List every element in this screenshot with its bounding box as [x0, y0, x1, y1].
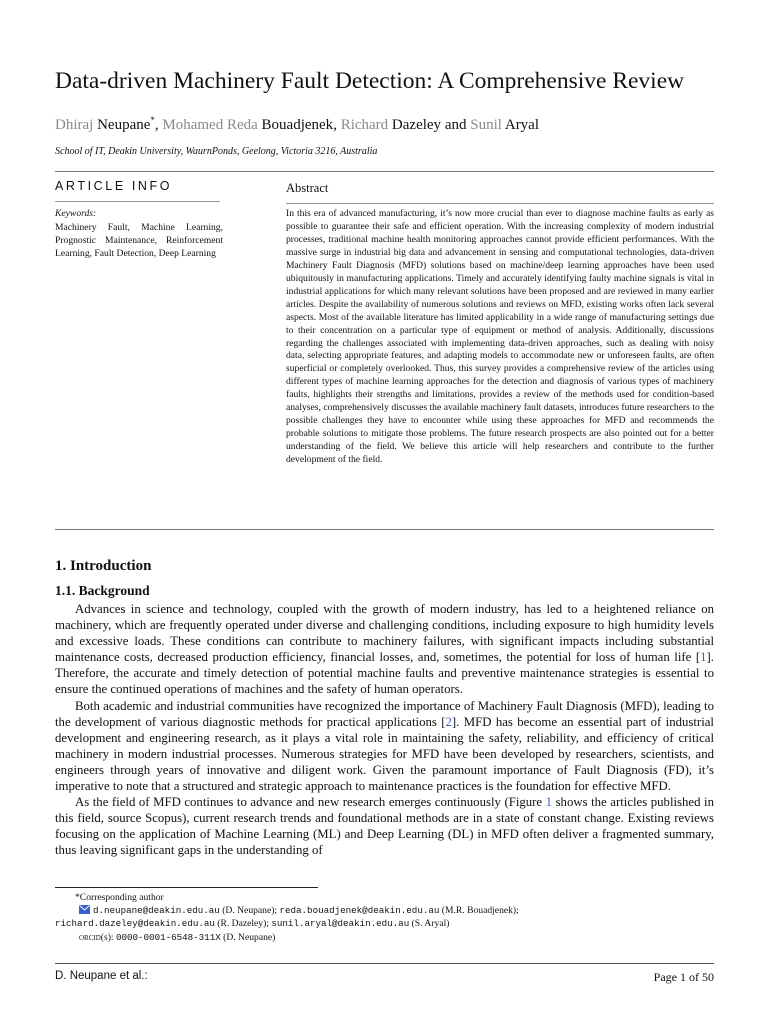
- email-owner: (M.R. Bouadjenek);: [439, 905, 519, 917]
- email-line-1: [55, 904, 735, 917]
- paragraph-3: [55, 794, 714, 858]
- author-1: [55, 117, 155, 133]
- email-link[interactable]: richard.dazeley@deakin.edu.au: [55, 918, 215, 930]
- email-owner: (R. Dazeley);: [214, 918, 272, 930]
- author-first-name: Mohamed Reda: [162, 117, 258, 133]
- article-info-divider: [55, 201, 220, 202]
- header-divider: [55, 171, 714, 172]
- paragraph-text: ]. MFD has become an essential part of industrial development and engineering research, as it plays a vital role in maintaining the safety, reliability, and efficiency of critical machinery in modern industrial processes. Numerous strategies for MFD have been developed by researchers, scientists, and engineers through years of innovative and diligent work. Given the paramount importance of Fault Diagnosis (FD), it’s imperative to note that a structured and strategic approach to maintenance practices is the foundation for effective MFD.: [55, 714, 714, 794]
- footer-divider: [55, 963, 714, 964]
- article-info-heading: ARTICLE INFO: [55, 179, 173, 193]
- paragraph-1: [55, 601, 714, 698]
- author-first-name: Richard: [340, 117, 389, 133]
- figure-link[interactable]: 1: [545, 795, 553, 810]
- section-heading-introduction: 1. Introduction: [55, 558, 152, 574]
- email-owner: (S. Aryal): [409, 918, 450, 930]
- paragraph-text: Both academic and industrial communities have recognized the importance of Machinery Fault Diagnosis (MFD), leading to the development of various diagnostic methods for practical applications [: [55, 698, 714, 729]
- email-link[interactable]: reda.bouadjenek@deakin.edu.au: [279, 905, 440, 917]
- footnote-divider: [55, 887, 318, 888]
- author-separator: and: [441, 117, 471, 133]
- subsection-heading-background: 1.1. Background: [55, 583, 150, 598]
- keywords-label: Keywords:: [55, 208, 97, 219]
- author-3: [341, 117, 441, 133]
- author-separator: ,: [333, 117, 341, 133]
- author-4: [470, 117, 539, 133]
- email-link[interactable]: d.neupane@deakin.edu.au: [93, 905, 220, 917]
- email-line-2: [55, 917, 735, 930]
- citation-link[interactable]: 2: [445, 714, 452, 729]
- footnotes: [55, 891, 735, 944]
- keywords-list: Machinery Fault, Machine Learning, Prognostic Maintenance, Reinforcement Learning, Fault Detection, Deep Learning: [55, 222, 223, 259]
- orcid-line: [55, 931, 735, 944]
- orcid-link[interactable]: 0000-0001-6548-311X: [115, 931, 221, 943]
- keywords-label-text: Keywords: [55, 208, 94, 219]
- abstract-bottom-divider: [55, 529, 714, 530]
- page-number: Page 1 of 50: [653, 970, 714, 984]
- introduction-body: [55, 601, 714, 859]
- paragraph-text: As the field of MFD continues to advance and new research emerges continuously (Figure: [75, 795, 546, 810]
- author-first-name: Sunil: [470, 117, 502, 133]
- orcid-owner: (D. Neupane): [220, 931, 276, 943]
- paragraph-text: ]. Therefore, the accurate and timely detection of potential machine faults and preventive maintenance strategies is essential to ensure the continued operations of machines and the safety of human operators.: [55, 650, 714, 697]
- paragraph-text: Advances in science and technology, coupled with the growth of modern industry, has led to a heightened reliance on machinery, which are frequently operated under diverse and challenging conditions, including exposure to high humidity levels and excessive loads. These conditions can contribute to machinery failures, with significant impacts including substantial maintenance costs, decreased production efficiency, financial losses, and, sometimes, the potential for loss of human life [: [55, 602, 714, 665]
- corresponding-author-note: *Corresponding author: [75, 892, 164, 903]
- paragraph-2: [55, 698, 714, 795]
- running-author: D. Neupane et al.:: [55, 970, 148, 982]
- author-last-name: Aryal: [504, 117, 540, 133]
- author-list: [55, 110, 539, 135]
- email-link[interactable]: sunil.aryal@deakin.edu.au: [271, 918, 410, 930]
- orcid-label: orcid: [79, 931, 101, 943]
- author-separator: ,: [154, 117, 163, 133]
- affiliation: School of IT, Deakin University, WaurnPonds, Geelong, Victoria 3216, Australia: [55, 146, 378, 157]
- author-first-name: Dhiraj: [55, 117, 94, 133]
- author-last-name: Dazeley: [391, 117, 442, 133]
- author-last-name: Bouadjenek: [261, 117, 334, 133]
- abstract-divider: [286, 203, 714, 204]
- abstract-heading: Abstract: [286, 181, 329, 195]
- email-owner: (D. Neupane);: [219, 905, 280, 917]
- paper-title: Data-driven Machinery Fault Detection: A Comprehensive Review: [55, 68, 685, 94]
- abstract-text: In this era of advanced manufacturing, it’s now more crucial than ever to diagnose machine faults as early as possible to guarantee their safe and efficient operation. With the increasing complexity of modern industrial processes, traditional machine health monitoring approaches cannot provide efficient performances. With the massive surge in industrial big data and advancement in sensing and computational technologies, data-driven Machinery Fault Diagnosis (MFD) solutions based on machine/deep learning approaches have been used ubiquitously in manufacturing applications. Timely and accurately identifying faulty machine signals is vital in industrial applications for which many relevant solutions have been proposed and are reviewed in many earlier articles. Despite the availability of numerous solutions and reviews on MFD, existing works often lack several aspects. Most of the available literature has limited applicability in a wide range of manufacturing settings due to their concentration on a particular type of equipment or method of analysis. Additionally, discussions regarding the challenges associated with implementing data-driven approaches, such as dealing with noisy data, selecting appropriate features, and adapting models to accommodate new or unforeseen faults, are often superficial or completely overlooked. Thus, this survey provides a comprehensive review of the articles using different types of machine learning approaches for the detection and diagnosis of various types of machinery faults, highlights their strengths and limitations, provides a review of the methods used for condition-based analyses, comprehensively discusses the available machinery fault datasets, introduces future researchers to the possible challenges they have to encounter while using these approaches for MFD and recommends the probable solutions to mitigate those problems. The future research prospects are also pointed out for a better understanding of the field. We believe this article will help researchers and contribute to the further development of the field.: [286, 208, 714, 466]
- mail-icon: [79, 905, 90, 914]
- orcid-suffix: (s):: [100, 931, 116, 943]
- citation-link[interactable]: 1: [700, 650, 707, 665]
- author-2: [162, 117, 333, 133]
- corresponding-author-mark[interactable]: *: [150, 115, 155, 125]
- author-last-name: Neupane: [97, 117, 151, 133]
- paragraph-text: shows the articles published in this field, source Scopus), current research trends and foundational methods are in a state of constant change. Existing reviews focusing on the application of Machine Learning (ML) and Deep Learning (DL) in MFD often deliver a fragmented summary, thus leaving significant gaps in the understanding of: [55, 795, 714, 858]
